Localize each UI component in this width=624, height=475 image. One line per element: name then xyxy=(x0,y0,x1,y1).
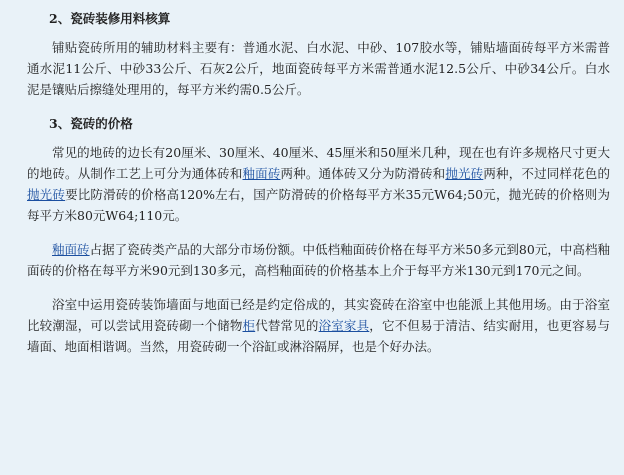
section-heading-material-calc: 2、瓷砖装修用料核算 xyxy=(49,11,171,26)
paragraph-tile-sizes xyxy=(27,142,610,226)
paragraph-glazed-price xyxy=(27,239,610,281)
link-glazed-tile-2[interactable]: 釉面砖 xyxy=(52,242,90,257)
text-run: 要比防滑砖的价格高120%左右，国产防滑砖的价格每平方米35元W64;50元，抛光砖的价格则为每平方米80元W64;110元。 xyxy=(27,187,610,223)
text-run: 常见的地砖的边长有20厘米、30厘米、40厘米、45厘米和50厘米几种，现在也有许多规格尺寸更大的地砖。从制作工艺上可分为通体砖和 xyxy=(27,145,610,181)
text-run: 代替常见的 xyxy=(255,318,319,333)
text-run: 占据了瓷砖类产品的大部分市场份额。中低档釉面砖价格在每平方米50多元到80元，中高档釉面砖的价格在每平方米90元到130多元，高档釉面砖的价格基本上介于每平方米130元到170元之间。 xyxy=(27,242,610,278)
section-heading-price: 3、瓷砖的价格 xyxy=(49,116,133,131)
text-run: 浴室中运用瓷砖装饰墙面与地面已经是约定俗成的，其实瓷砖在浴室中也能派上其他用场。由于浴室比较潮湿，可以尝试用瓷砖砌一个储物 xyxy=(27,297,610,333)
paragraph-bathroom-use xyxy=(27,294,610,357)
link-polished-tile[interactable]: 抛光砖 xyxy=(445,166,484,181)
link-bathroom-furniture[interactable]: 浴室家具 xyxy=(318,318,370,333)
text-run: 两种。通体砖又分为防滑砖和 xyxy=(280,166,446,181)
paragraph-material-calc: 铺贴瓷砖所用的辅助材料主要有：普通水泥、白水泥、中砂、107胶水等，铺贴墙面砖每平方米需普通水泥11公斤、中砂33公斤、石灰2公斤，地面瓷砖每平方米需普通水泥12.5公斤、中砂34公斤。白水泥是镶贴后擦缝处理用的，每平方米约需0.5公斤。 xyxy=(27,40,610,97)
link-polished-tile-2[interactable]: 抛光砖 xyxy=(27,187,66,202)
link-glazed-tile[interactable]: 釉面砖 xyxy=(242,166,281,181)
text-run: 两种，不过同样花色的 xyxy=(483,166,610,181)
link-cabinet[interactable]: 柜 xyxy=(242,318,256,333)
text-run: ，它不但易于清洁、结实耐用，也更容易与墙面、地面相谐调。当然，用瓷砖砌一个浴缸或淋浴隔屏，也是个好办法。 xyxy=(27,318,610,354)
